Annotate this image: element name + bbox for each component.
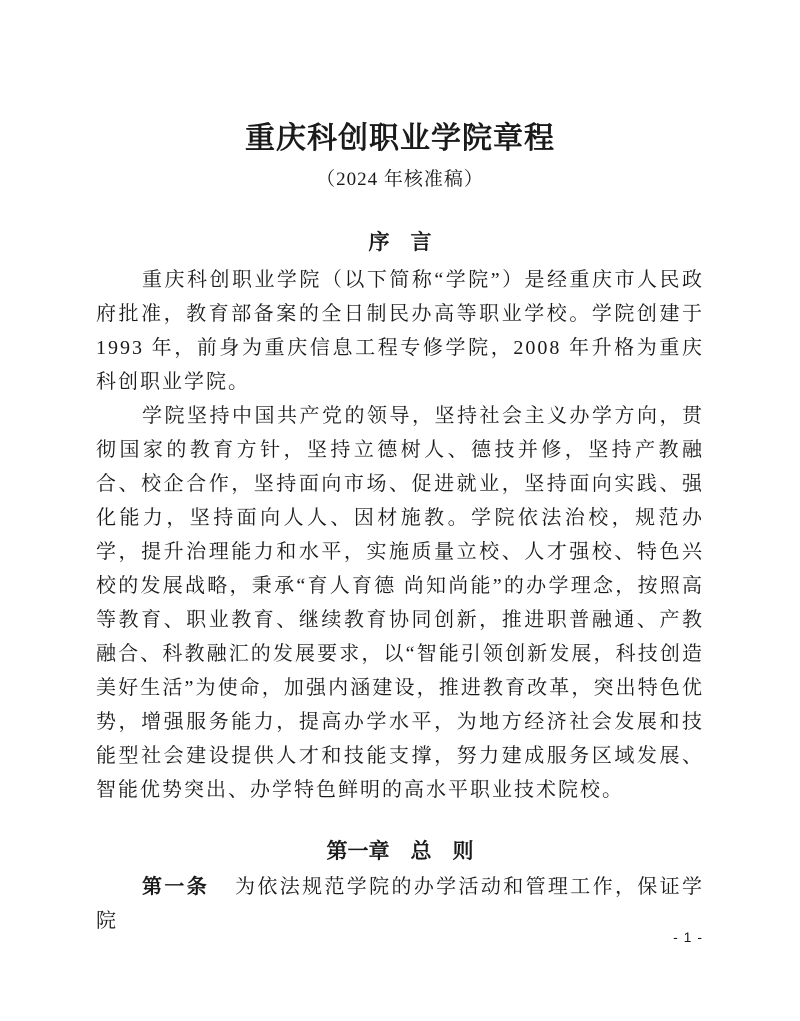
page-number: - 1 - xyxy=(673,929,703,945)
article-1-label: 第一条 xyxy=(142,876,210,898)
article-1 xyxy=(96,870,704,938)
preface-paragraph-1: 重庆科创职业学院（以下简称“学院”）是经重庆市人民政府批准，教育部备案的全日制民办高等职业学校。学院创建于 1993 年，前身为重庆信息工程专修学院，2008 年升格为重庆科创职业学院。 xyxy=(96,269,704,393)
preface-heading: 序 言 xyxy=(368,231,432,254)
chapter-1-heading: 第一章 总 则 xyxy=(326,840,474,863)
article-1-text: 为依法规范学院的办学活动和管理工作，保证学院 xyxy=(96,876,705,932)
preface-paragraph-2: 学院坚持中国共产党的领导，坚持社会主义办学方向，贯彻国家的教育方针，坚持立德树人、德技并修，坚持产教融合、校企合作，坚持面向市场、促进就业，坚持面向实践、强化能力，坚持面向人人、因材施教。学院依法治校，规范办学，提升治理能力和水平，实施质量立校、人才强校、特色兴校的发展战略，秉承“育人育德 尚知尚能”的办学理念，按照高等教育、职业教育、继续教育协同创新，推进职普融通、产教融合、科教融汇的发展要求，以“智能引领创新发展，科技创造美好生活”为使命，加强内涵建设，推进教育改革，突出特色优势，增强服务能力，提高办学水平，为地方经济社会发展和技能型社会建设提供人才和技能支撑，努力建成服务区域发展、智能优势突出、办学特色鲜明的高水平职业技术院校。 xyxy=(96,405,704,801)
document-subtitle: （2024 年核准稿） xyxy=(316,169,484,190)
document-title: 重庆科创职业学院章程 xyxy=(245,122,555,155)
